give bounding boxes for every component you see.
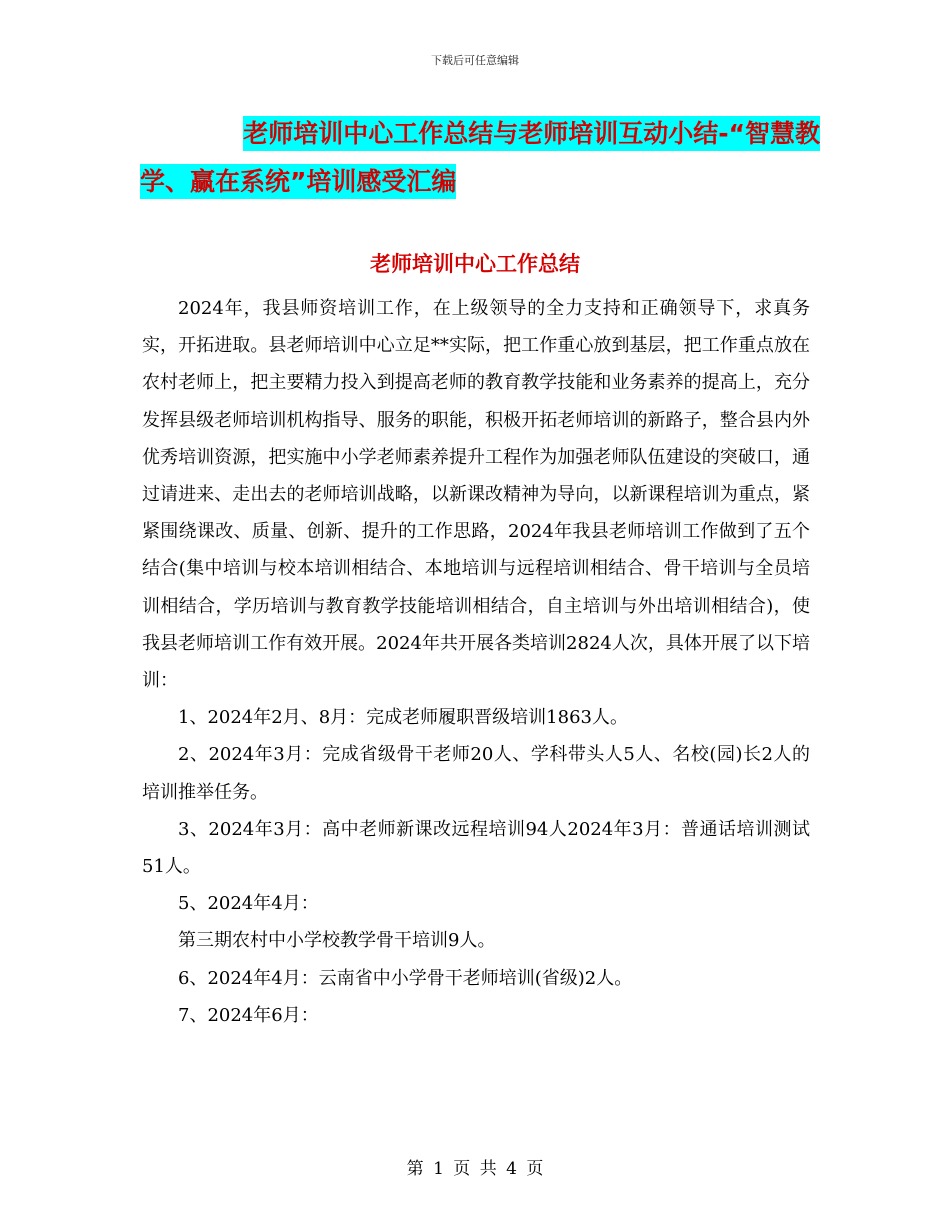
list-item: 第三期农村中小学校教学骨干培训9人。 <box>178 930 496 952</box>
list-item: 6、2024年4月：云南省中小学骨干老师培训(省级)2人。 <box>178 967 633 989</box>
paragraph-intro: 2024年，我县师资培训工作，在上级领导的全力支持和正确领导下，求真务实，开拓进取。县老师培训中心立足**实际，把工作重心放到基层，把工作重点放在农村老师上，把主要精力投入到提高老师的教育教学技能和业务素养的提高上，充分发挥县级老师培训机构指导、服务的职能，积极开拓老师培训的新路子，整合县内外优秀培训资源，把实施中小学老师素养提升工程作为加强老师队伍建设的突破口，通过请进来、走出去的老师培训战略，以新课改精神为导向，以新课程培训为重点，紧紧围绕课改、质量、创新、提升的工作思路，2024年我县老师培训工作做到了五个结合(集中培训与校本培训相结合、本地培训与远程培训相结合、骨干培训与全员培训相结合，学历培训与教育教学技能培训相结合，自主培训与外出培训相结合)，使我县老师培训工作有效开展。2024年共开展各类培训2824人次，具体开展了以下培训： <box>142 298 810 692</box>
section-heading: 老师培训中心工作总结 <box>370 252 580 276</box>
document-title <box>140 110 820 206</box>
list-item: 2、2024年3月：完成省级骨干老师20人、学科带头人5人、名校(园)长2人的培训推举任务。 <box>142 744 810 803</box>
header-note: 下载后可任意编辑 <box>431 54 519 67</box>
list-item: 7、2024年6月： <box>178 1004 319 1026</box>
list-item: 3、2024年3月：高中老师新课改远程培训94人2024年3月：普通话培训测试51人。 <box>142 818 810 878</box>
title-line-2: 学、赢在系统”培训感受汇编 <box>140 164 456 199</box>
page-number: 第 1 页 共 4 页 <box>406 1159 544 1179</box>
title-line-1: 老师培训中心工作总结与老师培训互动小结-“智慧教 <box>243 116 820 151</box>
list-item: 1、2024年2月、8月：完成老师履职晋级培训1863人。 <box>178 707 628 729</box>
list-item: 5、2024年4月： <box>178 893 319 915</box>
body-text <box>142 290 810 1034</box>
